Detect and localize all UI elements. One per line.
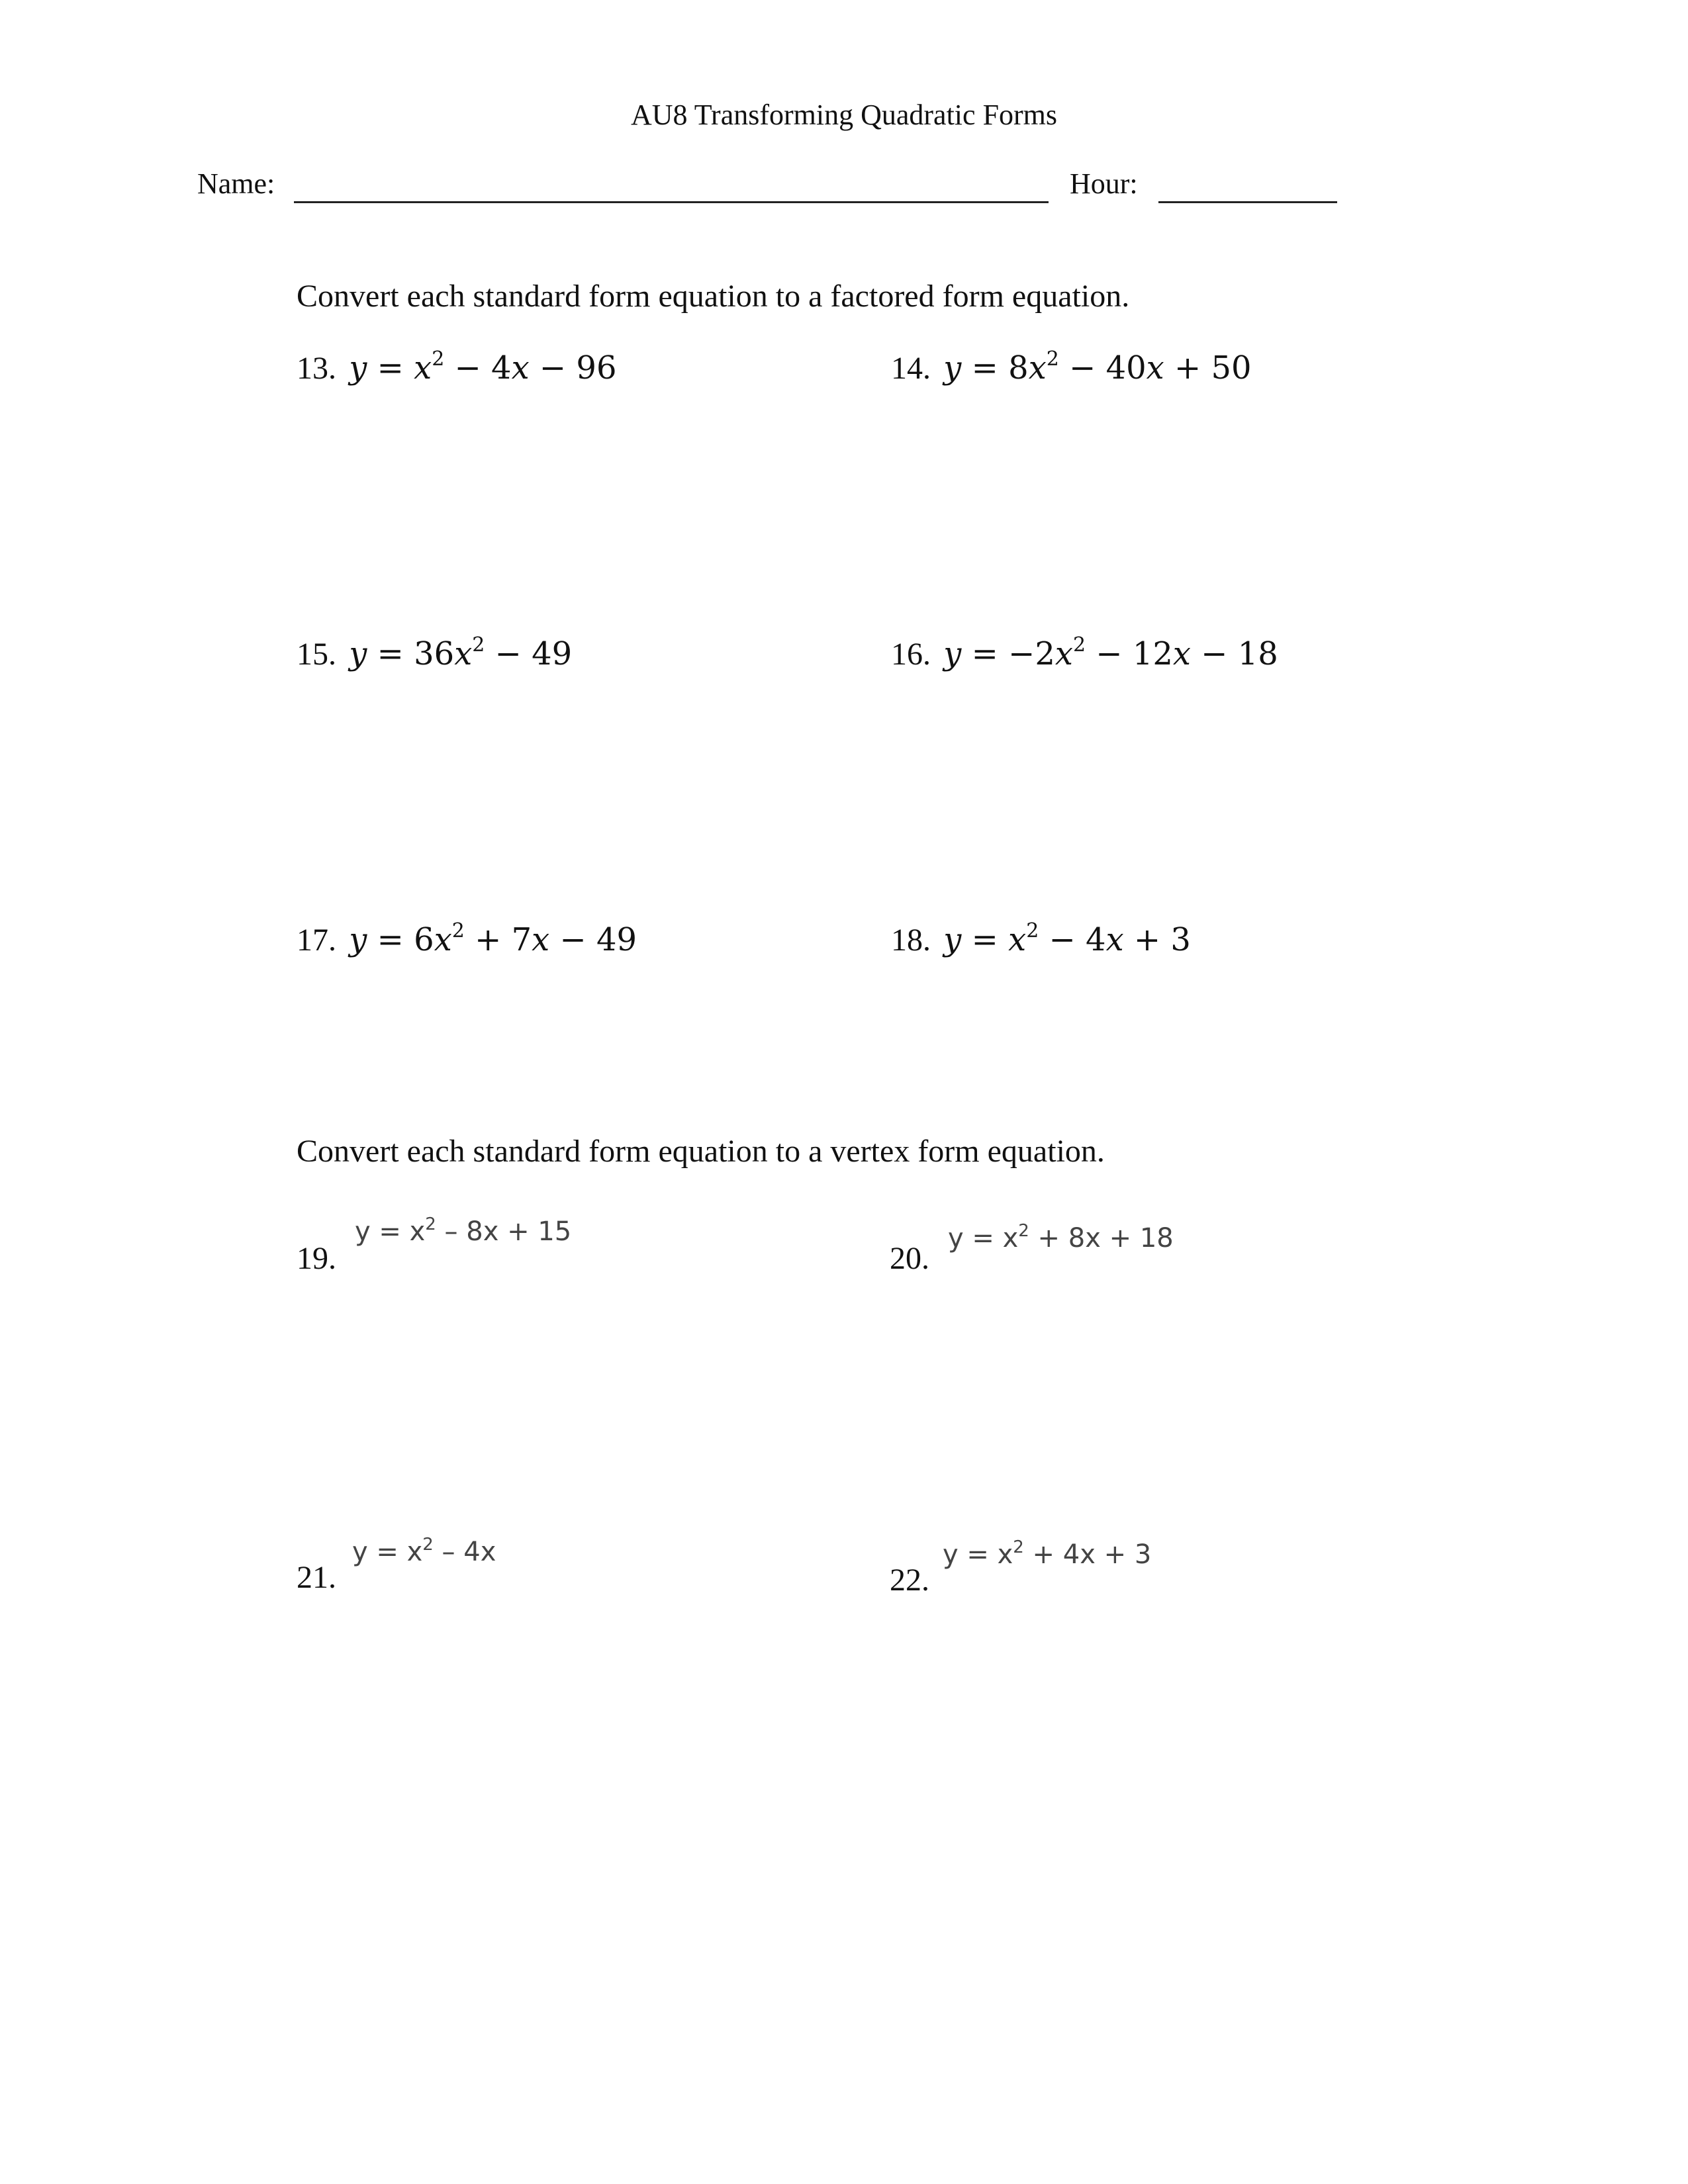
problem-14	[891, 349, 1252, 387]
problem-number: 18.	[891, 923, 931, 958]
problem-22-number: 22.	[890, 1563, 929, 1598]
problem-number: 16.	[891, 637, 931, 672]
name-label: Name:	[197, 167, 275, 200]
problem-number: 17.	[297, 923, 336, 958]
problem-19-equation: $y = x^2 - 8x + 15$	[355, 1214, 572, 1247]
problem-13	[297, 349, 616, 387]
equation: $y = 6x^2 + 7x - 49$	[349, 919, 637, 958]
problem-21-number: 21.	[297, 1560, 336, 1595]
problem-number: 15.	[297, 637, 336, 672]
equation: $y = 8x^2 - 40x + 50$	[943, 347, 1252, 387]
problem-19-number: 19.	[297, 1241, 336, 1276]
hour-label: Hour:	[1070, 167, 1138, 200]
problem-20-number: 20.	[890, 1241, 929, 1276]
problem-22-equation: $y = x^2 + 4x + 3$	[943, 1537, 1152, 1570]
problem-20-equation: $y = x^2 + 8x + 18$	[948, 1221, 1174, 1253]
hour-field[interactable]	[1158, 173, 1337, 203]
problem-number: 13.	[297, 351, 336, 386]
equation: $y = x^2 - 4x + 3$	[943, 919, 1191, 958]
problem-15	[297, 635, 572, 672]
problem-18	[891, 921, 1191, 958]
page-title: AU8 Transforming Quadratic Forms	[630, 99, 1058, 131]
name-field[interactable]	[294, 173, 1049, 203]
problem-number: 14.	[891, 351, 931, 386]
problem-16	[891, 635, 1278, 672]
problem-21-equation: $y = x^2 - 4x$	[352, 1535, 496, 1567]
factored-instruction: Convert each standard form equation to a factored form equation.	[297, 279, 1130, 314]
problem-17	[297, 921, 637, 958]
equation: $y = x^2 - 4x - 96$	[349, 347, 617, 387]
equation: $y = 36x^2 - 49$	[349, 633, 573, 672]
vertex-instruction: Convert each standard form equation to a vertex form equation.	[297, 1134, 1105, 1169]
equation: $y = -2x^2 - 12x - 18$	[943, 633, 1278, 672]
